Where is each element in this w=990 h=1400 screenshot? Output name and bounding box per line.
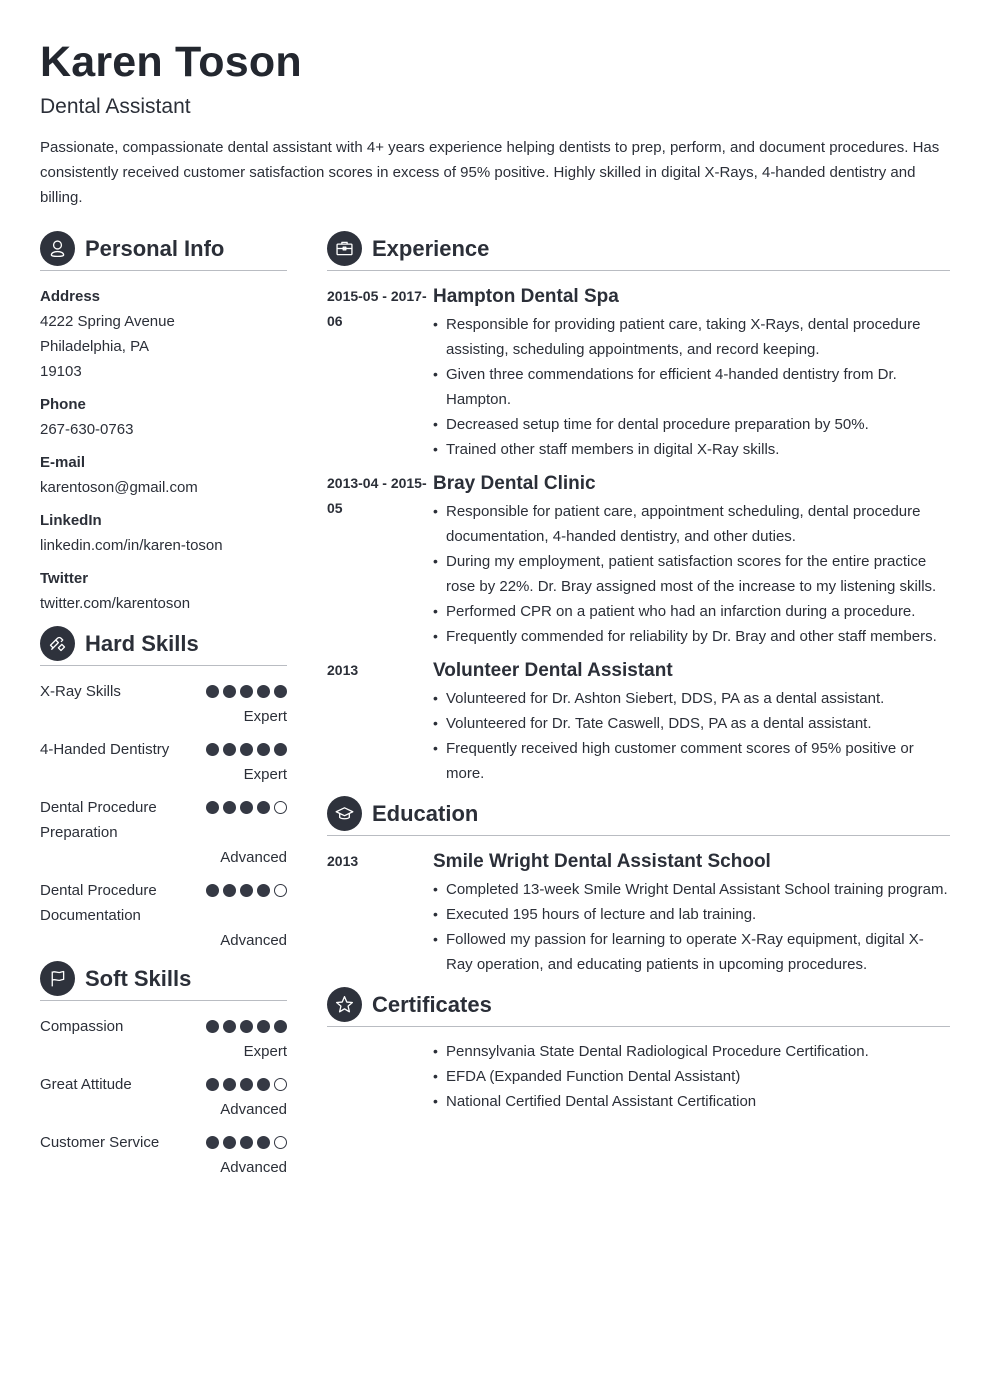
certificates-section: [327, 987, 950, 1114]
entry-date: 2013: [327, 853, 359, 869]
bullet-item: • During my employment, patient satisfaction scores for the entire practice rose by 22%. Dr. Bray assigned most of the increase to my listening skills.: [433, 549, 950, 599]
entry: [327, 849, 950, 977]
entry-bullets: [433, 312, 950, 462]
skill-row: [40, 679, 287, 704]
rating-dot-filled: [223, 1020, 236, 1033]
skill-name: X-Ray Skills: [40, 683, 121, 700]
skill-rating-dots: [206, 795, 287, 845]
skill-row: [40, 1014, 287, 1039]
rating-dot-filled: [206, 743, 219, 756]
rating-dot-filled: [223, 1078, 236, 1091]
entry: [327, 471, 950, 649]
rating-dot-filled: [206, 1020, 219, 1033]
certificate-item: • EFDA (Expanded Function Dental Assistant): [433, 1064, 950, 1089]
email-value[interactable]: karentoson@gmail.com: [40, 479, 198, 496]
rating-dot-empty: [274, 1078, 287, 1091]
twitter-label: Twitter: [40, 570, 89, 587]
rating-dot-filled: [257, 884, 270, 897]
bullet-item: • Volunteered for Dr. Tate Caswell, DDS, PA as a dental assistant.: [433, 711, 950, 736]
rating-dot-filled: [223, 743, 236, 756]
rating-dot-filled: [240, 801, 253, 814]
rating-dot-filled: [240, 884, 253, 897]
rating-dot-filled: [257, 801, 270, 814]
experience-list: [327, 284, 950, 786]
education-section: [327, 796, 950, 977]
entry-title: Volunteer Dental Assistant: [433, 660, 673, 681]
skill-level: Advanced: [220, 932, 287, 949]
entry-date: 2013-04 - 2015-05: [327, 475, 427, 516]
entry: [327, 284, 950, 462]
skill-row: [40, 737, 287, 762]
certificates-body: [433, 1039, 950, 1114]
bullet-item: • Followed my passion for learning to operate X-Ray equipment, digital X-Ray operation, and educating patients in upcoming procedures.: [433, 927, 950, 977]
entry-body: [433, 658, 950, 786]
certificates-list: [433, 1039, 950, 1114]
left-column: [40, 231, 287, 1188]
rating-dot-filled: [274, 1020, 287, 1033]
bullet-item: • Given three commendations for efficient 4-handed dentistry from Dr. Hampton.: [433, 362, 950, 412]
phone-label: Phone: [40, 396, 86, 413]
tools-icon: [40, 626, 75, 661]
bullet-item: • Responsible for providing patient care, taking X-Rays, dental procedure assisting, scheduling appointments, and record keeping.: [433, 312, 950, 362]
certificates-heading: Certificates: [372, 992, 492, 1017]
rating-dot-filled: [223, 1136, 236, 1149]
entry-title: Smile Wright Dental Assistant School: [433, 851, 771, 872]
linkedin-label: LinkedIn: [40, 512, 102, 529]
rating-dot-filled: [206, 801, 219, 814]
bullet-item: • Completed 13-week Smile Wright Dental Assistant School training program.: [433, 877, 950, 902]
rating-dot-filled: [206, 1136, 219, 1149]
education-list: [327, 849, 950, 977]
rating-dot-empty: [274, 884, 287, 897]
entry-date: 2013: [327, 662, 359, 678]
bullet-item: • Frequently received high customer comment scores of 95% positive or more.: [433, 736, 950, 786]
rating-dot-filled: [257, 1020, 270, 1033]
rating-dot-filled: [240, 743, 253, 756]
skill-item: [40, 1072, 287, 1122]
phone-block: [40, 392, 287, 442]
entry-bullets: [433, 686, 950, 786]
email-block: [40, 450, 287, 500]
skill-name: Compassion: [40, 1018, 124, 1035]
certificate-item: • Pennsylvania State Dental Radiological Procedure Certification.: [433, 1039, 950, 1064]
certificates-entry: [327, 1039, 950, 1114]
soft-skills-heading: Soft Skills: [85, 966, 192, 991]
rating-dot-empty: [274, 1136, 287, 1149]
bullet-item: • Frequently commended for reliability by Dr. Bray and other staff members.: [433, 624, 950, 649]
hard-skills-heading: Hard Skills: [85, 631, 199, 656]
rating-dot-filled: [274, 743, 287, 756]
certificates-header: [327, 987, 950, 1027]
entry-body: [433, 284, 950, 462]
soft-skills-list: [40, 1014, 287, 1180]
entry-body: [433, 849, 950, 977]
personal-info-header: [40, 231, 287, 271]
bullet-item: • Decreased setup time for dental procedure preparation by 50%.: [433, 412, 950, 437]
skill-rating-dots: [206, 1072, 287, 1097]
skill-name: Customer Service: [40, 1134, 160, 1151]
education-header: [327, 796, 950, 836]
candidate-name: Karen Toson: [40, 38, 302, 86]
rating-dot-filled: [240, 685, 253, 698]
skill-rating-dots: [206, 1130, 287, 1155]
certificates-date-spacer: [327, 1039, 433, 1114]
skill-name: Great Attitude: [40, 1076, 132, 1093]
entry-title: Hampton Dental Spa: [433, 286, 619, 307]
skill-name: Dental Procedure Documentation: [40, 882, 157, 924]
rating-dot-empty: [274, 801, 287, 814]
skill-rating-dots: [206, 1014, 287, 1039]
rating-dot-filled: [223, 801, 236, 814]
skill-row: [40, 1130, 287, 1155]
bullet-item: • Executed 195 hours of lecture and lab training.: [433, 902, 950, 927]
skill-name: Dental Procedure Preparation: [40, 799, 157, 841]
entry-date: 2015-05 - 2017-06: [327, 288, 427, 329]
rating-dot-filled: [206, 685, 219, 698]
phone-value: 267-630-0763: [40, 421, 134, 438]
bullet-item: • Volunteered for Dr. Ashton Siebert, DDS, PA as a dental assistant.: [433, 686, 950, 711]
bullet-item: • Responsible for patient care, appointment scheduling, dental procedure documentation, 4-handed dentistry, and other duties.: [433, 499, 950, 549]
skill-rating-dots: [206, 878, 287, 928]
linkedin-value[interactable]: linkedin.com/in/karen-toson: [40, 537, 223, 554]
experience-header: [327, 231, 950, 271]
skill-rating-dots: [206, 737, 287, 762]
skill-rating-dots: [206, 679, 287, 704]
experience-section: [327, 231, 950, 786]
rating-dot-filled: [257, 1136, 270, 1149]
skill-row: [40, 878, 287, 928]
soft-skills-header: [40, 961, 287, 1001]
skill-item: [40, 737, 287, 787]
skill-item: [40, 1014, 287, 1064]
rating-dot-filled: [223, 884, 236, 897]
entry-bullets: [433, 499, 950, 649]
skill-item: [40, 878, 287, 953]
experience-heading: Experience: [372, 236, 490, 261]
certificate-item: • National Certified Dental Assistant Certification: [433, 1089, 950, 1114]
skill-item: [40, 679, 287, 729]
skill-item: [40, 795, 287, 870]
hard-skills-header: [40, 626, 287, 666]
linkedin-block: [40, 508, 287, 558]
entry-title: Bray Dental Clinic: [433, 473, 596, 494]
skill-name: 4-Handed Dentistry: [40, 741, 170, 758]
skill-level: Advanced: [220, 1101, 287, 1118]
skill-row: [40, 795, 287, 845]
rating-dot-filled: [223, 685, 236, 698]
address-line-2: Philadelphia, PA: [40, 338, 149, 355]
entry-bullets: [433, 877, 950, 977]
briefcase-icon: [327, 231, 362, 266]
graduation-cap-icon: [327, 796, 362, 831]
hard-skills-list: [40, 679, 287, 953]
skill-level: Expert: [243, 708, 287, 725]
rating-dot-filled: [274, 685, 287, 698]
rating-dot-filled: [257, 1078, 270, 1091]
entry: [327, 658, 950, 786]
rating-dot-filled: [206, 884, 219, 897]
star-icon: [327, 987, 362, 1022]
email-label: E-mail: [40, 454, 86, 471]
right-column: [327, 231, 950, 1124]
twitter-value[interactable]: twitter.com/karentoson: [40, 595, 191, 612]
address-line-3: 19103: [40, 363, 82, 380]
rating-dot-filled: [257, 743, 270, 756]
bullet-item: • Trained other staff members in digital X-Ray skills.: [433, 437, 950, 462]
entry-body: [433, 471, 950, 649]
address-label: Address: [40, 288, 101, 305]
twitter-block: [40, 566, 287, 616]
rating-dot-filled: [240, 1136, 253, 1149]
rating-dot-filled: [240, 1078, 253, 1091]
rating-dot-filled: [257, 685, 270, 698]
summary: Passionate, compassionate dental assistant with 4+ years experience helping dentists to prep, perform, and document procedures. Has consistently received customer satisfaction scores in excess of 95% positive. Highly skilled in digital X-Rays, 4-handed dentistry and billing.: [40, 139, 940, 206]
skill-item: [40, 1130, 287, 1180]
address-block: [40, 284, 287, 384]
user-icon: [40, 231, 75, 266]
skill-level: Expert: [243, 1043, 287, 1060]
flag-icon: [40, 961, 75, 996]
skill-row: [40, 1072, 287, 1097]
rating-dot-filled: [240, 1020, 253, 1033]
education-heading: Education: [372, 801, 479, 826]
personal-info-heading: Personal Info: [85, 236, 225, 261]
skill-level: Advanced: [220, 849, 287, 866]
bullet-item: • Performed CPR on a patient who had an infarction during a procedure.: [433, 599, 950, 624]
job-title: Dental Assistant: [40, 95, 191, 118]
skill-level: Expert: [243, 766, 287, 783]
rating-dot-filled: [206, 1078, 219, 1091]
address-line-1: 4222 Spring Avenue: [40, 313, 175, 330]
skill-level: Advanced: [220, 1159, 287, 1176]
